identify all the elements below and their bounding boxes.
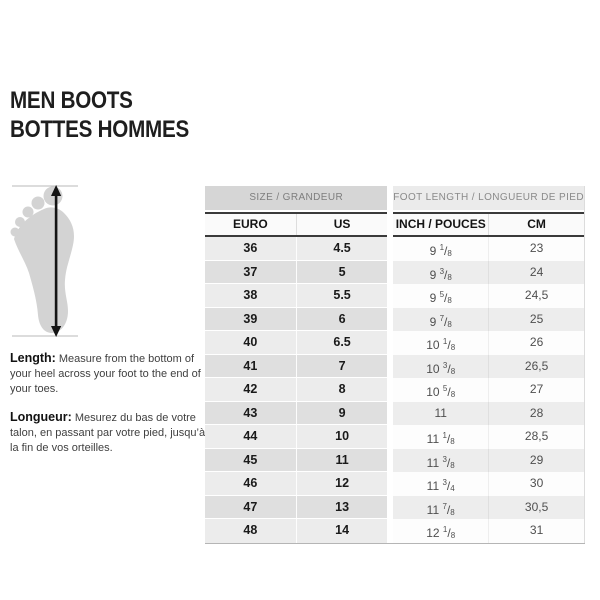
euro-size-cell: 46 bbox=[243, 476, 258, 490]
cm-length-cell: 31 bbox=[488, 519, 584, 543]
foot-length-rows bbox=[393, 237, 584, 543]
table-row bbox=[393, 378, 584, 402]
cm-length-cell: 30 bbox=[488, 472, 584, 496]
us-size-cell: 13 bbox=[296, 496, 388, 519]
inch-length-cell: 10 $^3$/8 bbox=[426, 360, 456, 376]
longueur-instruction bbox=[10, 410, 212, 456]
inch-length-cell: 11 $^3$/4 bbox=[426, 478, 455, 493]
foot-length-group-header: FOOT LENGTH / LONGUEUR DE PIED bbox=[393, 186, 584, 210]
table-row bbox=[393, 284, 584, 308]
title-line-english: MEN BOOTS bbox=[10, 87, 133, 114]
inch-length-cell: 9 $^1$/8 bbox=[429, 243, 452, 258]
table-row bbox=[393, 261, 584, 285]
table-row bbox=[205, 496, 387, 520]
table-row bbox=[205, 449, 387, 473]
cm-length-cell: 30,5 bbox=[488, 496, 584, 520]
measurement-instructions bbox=[10, 351, 212, 456]
cm-length-cell: 28,5 bbox=[488, 425, 584, 449]
us-size-cell: 10 bbox=[296, 425, 388, 448]
table-row bbox=[393, 237, 584, 261]
inch-length-cell: 11 $^7$/8 bbox=[426, 501, 455, 517]
table-row bbox=[205, 284, 387, 308]
cm-length-cell: 28 bbox=[488, 402, 584, 426]
us-column-header: US bbox=[296, 214, 388, 235]
inch-length-cell: 11 bbox=[434, 405, 447, 420]
table-row bbox=[205, 331, 387, 355]
euro-size-cell: 37 bbox=[243, 264, 258, 279]
euro-size-cell: 39 bbox=[243, 311, 258, 326]
foot-measurement-illustration bbox=[0, 175, 110, 340]
cm-length-cell: 27 bbox=[488, 378, 584, 402]
table-row bbox=[205, 402, 387, 426]
inch-length-cell: 11 $^3$/8 bbox=[426, 454, 455, 470]
cm-length-cell: 29 bbox=[488, 449, 584, 473]
size-rows bbox=[205, 237, 387, 543]
euro-size-cell: 41 bbox=[243, 358, 258, 373]
euro-column-header: EURO bbox=[233, 217, 268, 231]
us-size-cell: 14 bbox=[296, 519, 388, 543]
euro-size-cell: 48 bbox=[243, 523, 258, 537]
table-row bbox=[393, 519, 584, 543]
size-conversion-table bbox=[205, 186, 585, 544]
euro-size-cell: 47 bbox=[243, 499, 258, 514]
us-size-cell: 4.5 bbox=[296, 237, 388, 260]
longueur-text: Mesurez du bas de votre talon, en passant par votre pied, jusqu’à la fin de vos orteilles. bbox=[10, 412, 206, 454]
table-row bbox=[393, 425, 584, 449]
table-row bbox=[393, 449, 584, 473]
cm-length-cell: 25 bbox=[488, 308, 584, 332]
inch-length-cell: 9 $^3$/8 bbox=[429, 266, 452, 282]
table-row bbox=[205, 355, 387, 379]
inch-column-header: INCH / POUCES bbox=[395, 217, 486, 231]
length-label: Length: bbox=[10, 351, 56, 365]
cm-length-cell: 23 bbox=[488, 237, 584, 261]
size-subheader-row bbox=[205, 212, 387, 237]
table-row bbox=[393, 402, 584, 426]
length-text: Measure from the bottom of your heel across your foot to the end of your toes. bbox=[10, 353, 201, 395]
us-size-cell: 7 bbox=[296, 355, 388, 378]
us-size-cell: 8 bbox=[296, 378, 388, 401]
euro-size-cell: 42 bbox=[243, 382, 258, 396]
table-row bbox=[205, 519, 387, 543]
us-size-cell: 5 bbox=[296, 261, 388, 284]
us-size-cell: 6 bbox=[296, 308, 388, 331]
us-size-cell: 12 bbox=[296, 472, 388, 495]
table-row bbox=[393, 472, 584, 496]
euro-size-cell: 40 bbox=[243, 335, 258, 349]
foot-sole-icon bbox=[0, 175, 110, 340]
title-line-french: BOTTES HOMMES bbox=[10, 116, 189, 143]
table-row bbox=[205, 237, 387, 261]
longueur-label: Longueur: bbox=[10, 410, 72, 424]
foot-length-column-group bbox=[393, 186, 585, 543]
euro-size-cell: 43 bbox=[243, 405, 258, 420]
us-size-cell: 5.5 bbox=[296, 284, 388, 307]
cm-length-cell: 26,5 bbox=[488, 355, 584, 379]
table-row bbox=[393, 331, 584, 355]
size-column-group bbox=[205, 186, 387, 543]
inch-length-cell: 9 $^5$/8 bbox=[429, 290, 452, 305]
us-size-cell: 6.5 bbox=[296, 331, 388, 354]
table-row bbox=[393, 355, 584, 379]
euro-size-cell: 45 bbox=[243, 452, 258, 467]
page-title bbox=[10, 86, 189, 144]
euro-size-cell: 38 bbox=[243, 288, 258, 302]
table-row bbox=[205, 425, 387, 449]
table-row bbox=[393, 308, 584, 332]
table-row bbox=[205, 472, 387, 496]
cm-length-cell: 24 bbox=[488, 261, 584, 285]
table-row bbox=[205, 308, 387, 332]
inch-length-cell: 9 $^7$/8 bbox=[429, 313, 452, 329]
inch-length-cell: 11 $^1$/8 bbox=[426, 431, 455, 446]
foot-silhouette bbox=[11, 187, 74, 334]
inch-length-cell: 10 $^1$/8 bbox=[426, 337, 456, 352]
inch-length-cell: 12 $^1$/8 bbox=[426, 525, 456, 540]
euro-size-cell: 36 bbox=[243, 241, 258, 255]
inch-length-cell: 10 $^5$/8 bbox=[426, 384, 456, 399]
cm-column-header: CM bbox=[488, 214, 584, 235]
cm-length-cell: 26 bbox=[488, 331, 584, 355]
size-group-header: SIZE / GRANDEUR bbox=[205, 186, 387, 210]
cm-length-cell: 24,5 bbox=[488, 284, 584, 308]
length-instruction bbox=[10, 351, 212, 397]
table-row bbox=[393, 496, 584, 520]
table-row bbox=[205, 378, 387, 402]
us-size-cell: 11 bbox=[296, 449, 388, 472]
us-size-cell: 9 bbox=[296, 402, 388, 425]
table-row bbox=[205, 261, 387, 285]
foot-length-subheader-row bbox=[393, 212, 584, 237]
euro-size-cell: 44 bbox=[243, 429, 258, 443]
